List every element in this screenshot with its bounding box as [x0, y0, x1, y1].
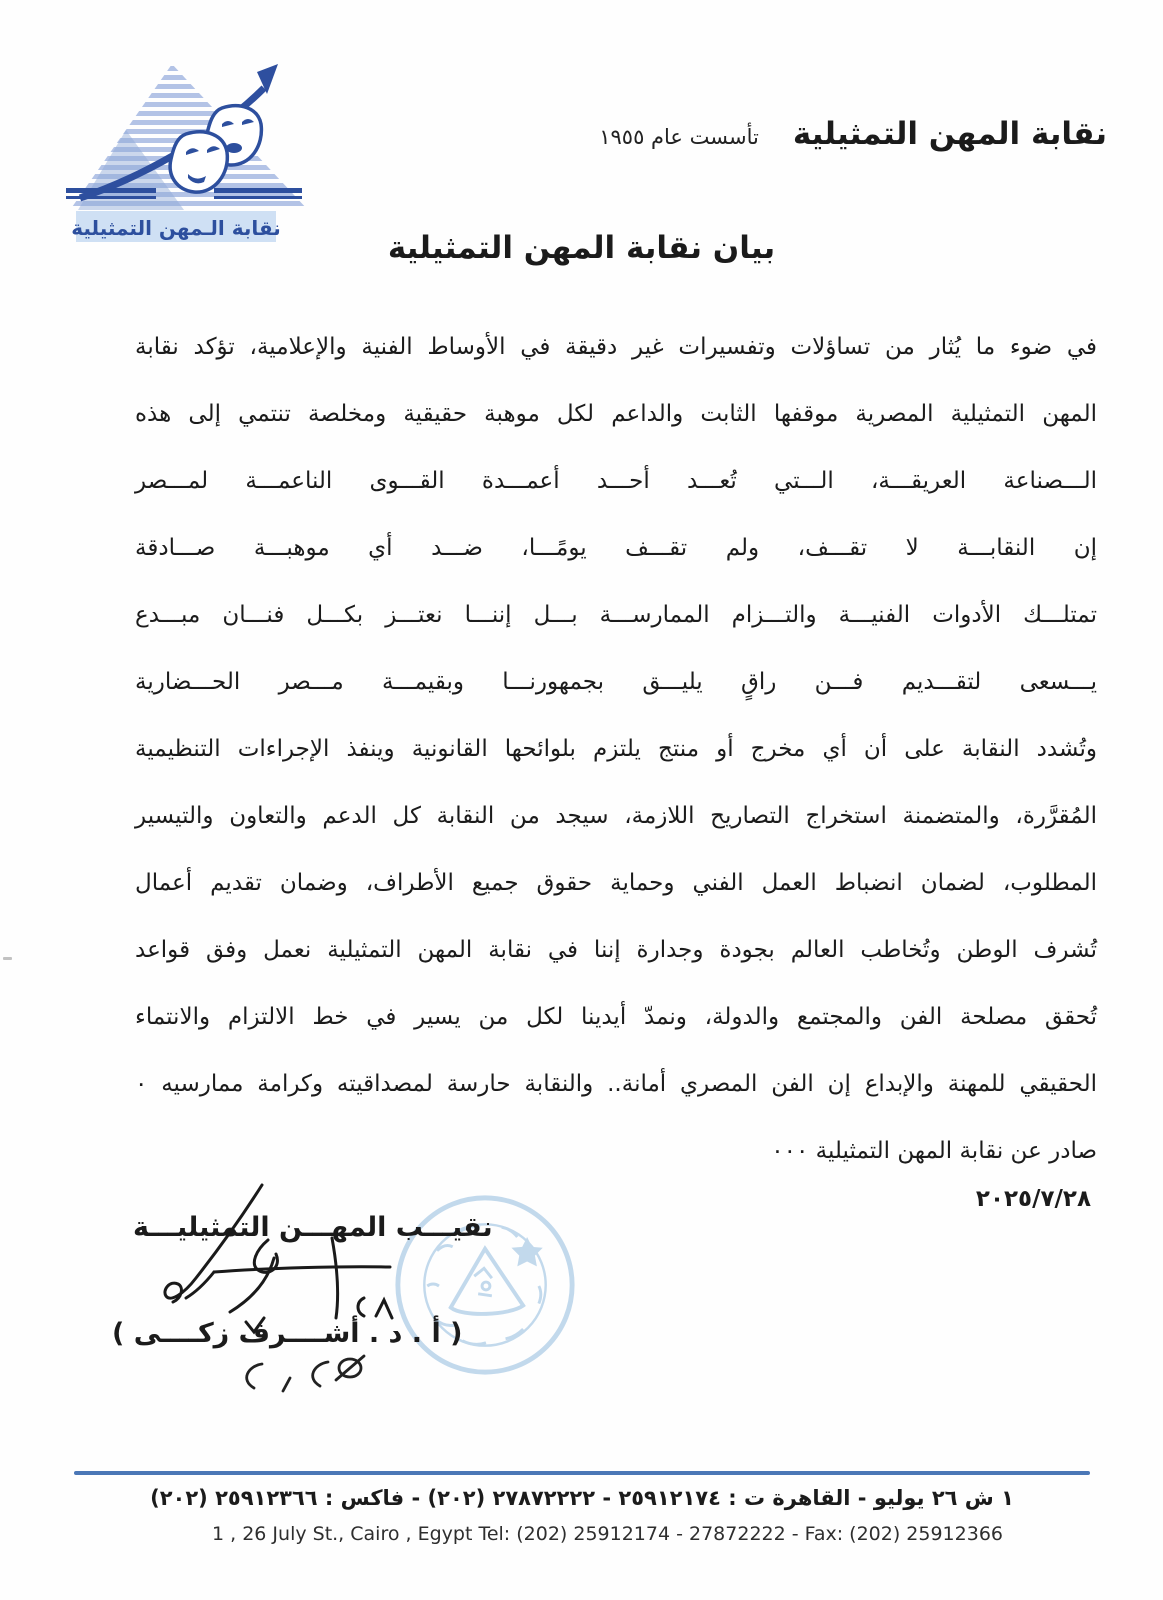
- signature-scribble: [222, 1350, 378, 1408]
- issue-date: ٢٠٢٥/٧/٢٨: [975, 1186, 1091, 1212]
- org-name: نقابة المهن التمثيلية: [792, 116, 1107, 152]
- statement-title: بيان نقابة المهن التمثيلية: [387, 230, 776, 266]
- body-line: تُحقق مصلحة الفن والمجتمع والدولة، ونمدّ أيدينا لكل من يسير في خط الالتزام والانتماء: [135, 1004, 1097, 1030]
- body-line: وتُشدد النقابة على أن أي مخرج أو منتج يلتزم بلوائحها القانونية وينفذ الإجراءات التنظيمية: [135, 736, 1097, 762]
- body-line: يـــسعى لتقـــديم فـــن راقٍ يليـــق بجمهورنـــا وبقيمـــة مـــصر الحـــضارية: [135, 669, 1097, 695]
- scan-artifact-speck: [3, 957, 12, 960]
- footer-divider: [74, 1471, 1090, 1475]
- body-line: المُقرَّرة، والمتضمنة استخراج التصاريح اللازمة، سيجد من النقابة كل الدعم والتعاون والتيسير: [135, 803, 1097, 829]
- body-line: المهن التمثيلية المصرية موقفها الثابت والداعم لكل موهبة حقيقية ومخلصة تنتمي إلى هذه: [135, 401, 1097, 427]
- logo-caption-text: نقابة الـمهن التمثيلية: [71, 216, 281, 240]
- body-line: المطلوب، لضمان انضباط العمل الفني وحماية حقوق جميع الأطراف، وضمان تقديم أعمال: [135, 870, 1097, 896]
- body-line: الـــصناعة العريقـــة، الـــتي تُعـــد أحـــد أعمـــدة القـــوى الناعمـــة لمـــصر: [135, 468, 1097, 494]
- org-established: تأسست عام ١٩٥٥: [599, 125, 759, 149]
- signer-name: ( أ . د . أشــــرف زكــــى ): [112, 1318, 463, 1349]
- body-line: في ضوء ما يُثار من تساؤلات وتفسيرات غير دقيقة في الأوساط الفنية والإعلامية، تؤكد نقابة: [135, 334, 1097, 360]
- theatre-masks-icon: [170, 106, 261, 192]
- syndicate-logo: [64, 58, 314, 245]
- body-line: الحقيقي للمهنة والإبداع إن الفن المصري أمانة.. والنقابة حارسة لمصداقيته وكرامة ممارسيه ٠: [135, 1071, 1097, 1097]
- statement-body: [135, 314, 1097, 1185]
- body-line: تمتلـــك الأدوات الفنيـــة والتـــزام الممارســـة بـــل إننـــا نعتـــز بكـــل فنـــان مبـــدع: [135, 602, 1097, 628]
- footer-address-arabic: ١ ش ٢٦ يوليو - القاهرة ت : ٢٥٩١٢١٧٤ - ٢٧٨٧٢٢٢٢ (٢٠٢) - فاكس : ٢٥٩١٢٣٦٦ (٢٠٢): [150, 1486, 1014, 1510]
- signer-role: نقيـــب المهـــن التمثيليـــة: [133, 1212, 493, 1243]
- body-line: تُشرف الوطن وتُخاطب العالم بجودة وجدارة إننا في نقابة المهن التمثيلية نعمل وفق قواعد: [135, 937, 1097, 963]
- body-line: إن النقابـــة لا تقـــف، ولم تقـــف يومًـــا، ضـــد أي موهبـــة صـــادقة: [135, 535, 1097, 561]
- letterhead: [599, 116, 1107, 152]
- footer-address-english: 1 , 26 July St., Cairo , Egypt Tel: (202) 25912174 - 27872222 - Fax: (202) 25912366: [212, 1523, 1003, 1545]
- issued-by-line: صادر عن نقابة المهن التمثيلية ٠٠٠: [771, 1138, 1097, 1164]
